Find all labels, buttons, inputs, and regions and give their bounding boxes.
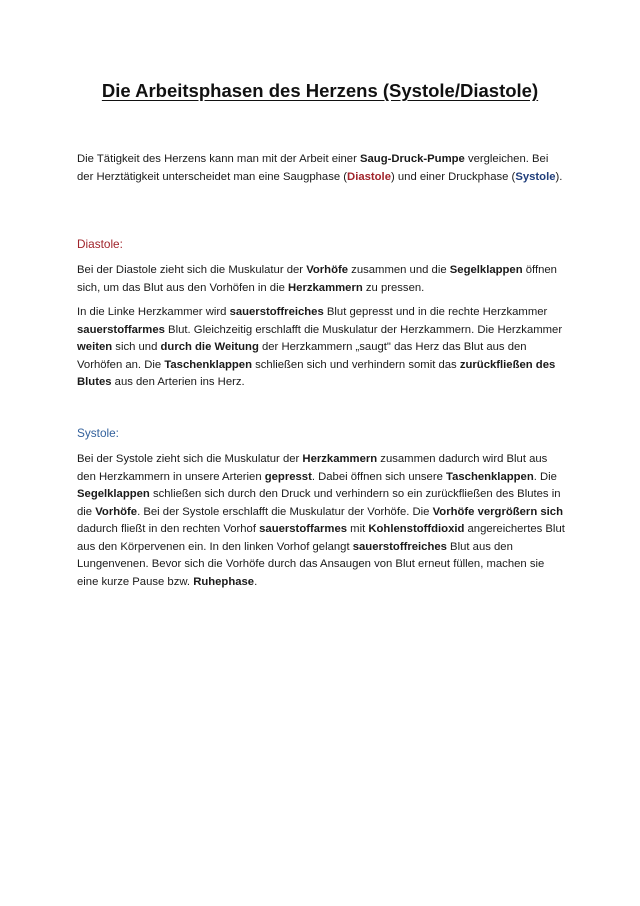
text-run: . Die	[533, 470, 557, 483]
text-run: . Bei der Systole erschlafft die Muskulatur der Vorhöfe. Die	[137, 505, 433, 518]
text-run: sich und	[112, 341, 161, 353]
text-run: zusammen dadurch wird Blut aus den Herzkammern in unsere Arterien	[77, 453, 548, 483]
text-run: Die Tätigkeit des Herzens kann man mit der Arbeit einer	[77, 153, 360, 165]
text-run: Blut gepresst und in die rechte Herzkammer	[323, 306, 548, 318]
text-run: dadurch fließt in den rechten Vorhof	[77, 523, 260, 535]
diastole-heading: Diastole:	[77, 237, 123, 251]
text-run: .	[254, 575, 258, 588]
diastole-term: Diastole	[347, 170, 391, 183]
bold-term: Herzkammern	[302, 453, 378, 465]
bold-term: Segelklappen	[449, 264, 523, 276]
intro-paragraph	[77, 151, 567, 186]
text-run: Bei der Diastole zieht sich die Muskulatur der	[77, 264, 307, 276]
text-run: In die Linke Herzkammer wird	[77, 306, 230, 318]
bold-term: Herzkammern	[288, 281, 363, 294]
page-title: Die Arbeitsphasen des Herzens (Systole/Diastole)	[101, 80, 539, 101]
systole-term: Systole	[515, 170, 556, 183]
bold-term: zurückfließen des Blutes	[77, 358, 556, 388]
systole-paragraph	[77, 451, 567, 591]
text-run: Bei der Systole zieht sich die Muskulatur der	[77, 453, 303, 465]
text-run: vergleichen. Bei der Herztätigkeit unterscheidet man eine Saugphase (	[77, 153, 549, 183]
bold-term: Vorhöfe vergrößern sich	[432, 505, 563, 518]
text-run: . Dabei öffnen sich unsere	[311, 470, 447, 483]
bold-term: sauerstoffarmes	[259, 523, 348, 535]
bold-term: Taschenklappen	[164, 358, 252, 371]
text-run: zusammen und die	[348, 264, 450, 276]
text-run: angereichertes Blut aus den Körpervenen ein. In den linken Vorhof gelangt	[77, 523, 565, 553]
text-run: schließen sich durch den Druck und verhindern so ein zurückfließen des Blutes in die	[77, 488, 561, 518]
bold-term: Ruhephase	[193, 575, 255, 588]
text-run: zu pressen.	[362, 281, 425, 294]
bold-term: weiten	[77, 341, 113, 353]
bold-term: durch die Weitung	[160, 341, 259, 353]
text-run: aus den Arterien ins Herz.	[111, 376, 245, 388]
bold-term: Segelklappen	[77, 488, 150, 500]
text-run: der Herzkammern „saugt" das Herz das Blut aus den Vorhöfen an. Die	[77, 341, 527, 371]
bold-term: Vorhöfe	[306, 264, 349, 276]
bold-term: Taschenklappen	[446, 470, 534, 483]
systole-heading: Systole:	[77, 426, 119, 440]
diastole-paragraph-2	[77, 304, 567, 392]
text-run: Blut aus den Lungenvenen. Bevor sich die Vorhöfe durch das Ansaugen von Blut erneut füllen, machen sie eine kurze Pause bzw.	[77, 540, 545, 588]
bold-term: Vorhöfe	[95, 505, 138, 518]
bold-term: sauerstoffreiches	[352, 540, 447, 553]
text-run: mit	[347, 523, 369, 535]
text-run: öffnen sich, um das Blut aus den Vorhöfen in die	[77, 264, 557, 294]
diastole-paragraph-1	[77, 262, 567, 297]
text-run: ).	[555, 170, 563, 183]
text-run: ) und einer Druckphase (	[390, 170, 516, 183]
bold-term: gepresst	[264, 470, 312, 483]
bold-term: sauerstoffreiches	[229, 306, 324, 318]
bold-term: Kohlenstoffdioxid	[368, 523, 465, 535]
text-run: Blut. Gleichzeitig erschlafft die Muskulatur der Herzkammern. Die Herzkammer	[164, 323, 563, 336]
bold-term: Saug-Druck-Pumpe	[359, 153, 465, 165]
bold-term: sauerstoffarmes	[77, 323, 165, 336]
text-run: schließen sich und verhindern somit das	[252, 358, 460, 371]
